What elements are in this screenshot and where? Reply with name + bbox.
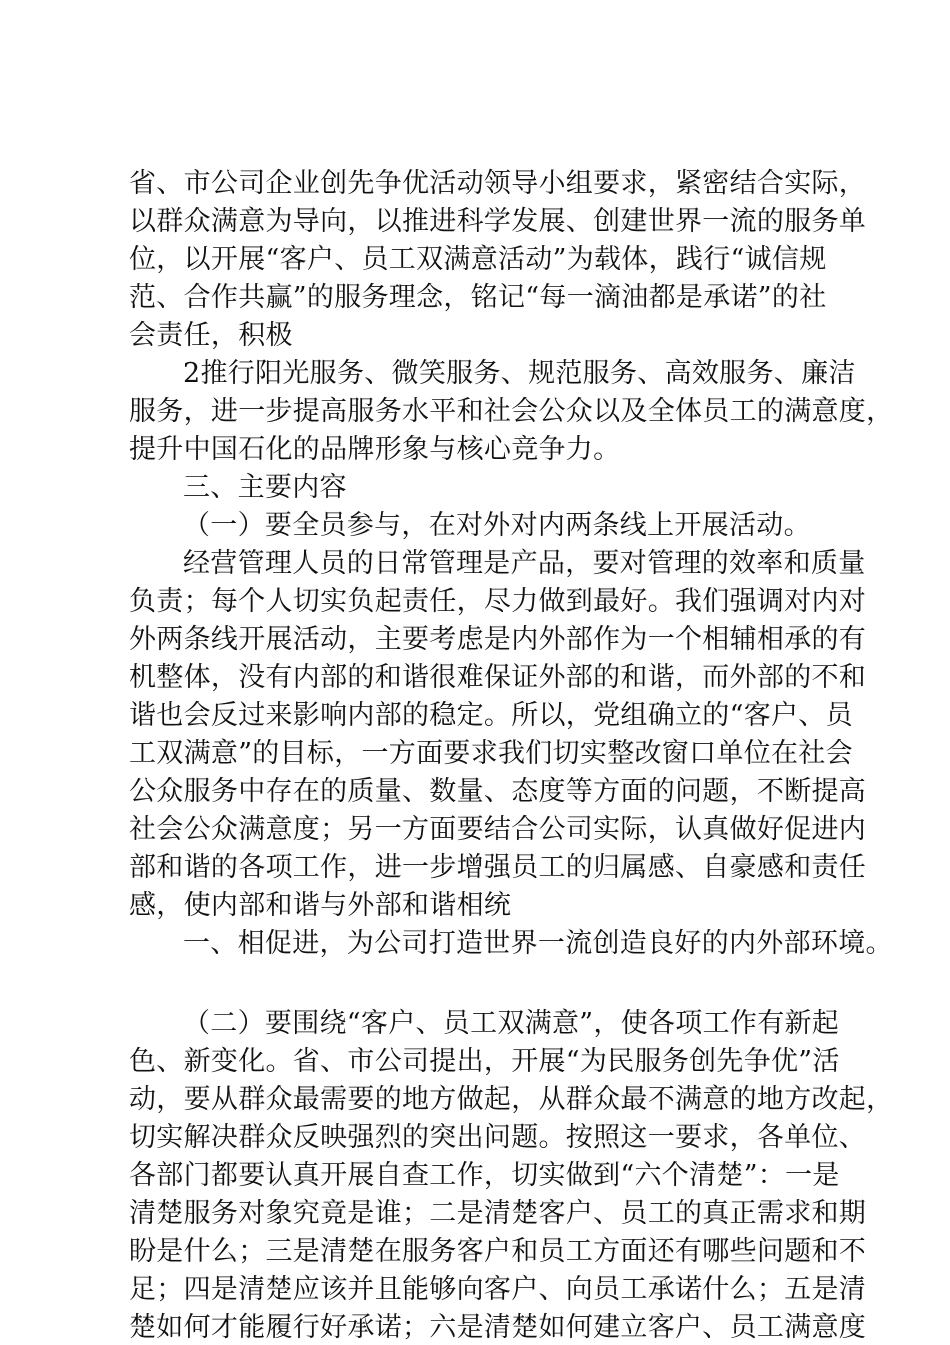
text-line-24: 动，要从群众最需要的地方做起，从群众最不满意的地方改起，: [129, 1084, 894, 1115]
text-line-29: 足；四是清楚应该并且能够向客户、向员工承诺什么；五是清: [129, 1274, 867, 1305]
subsection-heading-1: （一）要全员参与，在对外对内两条线上开展活动。: [183, 510, 811, 541]
text-line-8: 提升中国石化的品牌形象与核心竞争力。: [129, 434, 621, 465]
text-line-11: 经营管理人员的日常管理是产品，要对管理的效率和质量: [183, 548, 866, 579]
text-line-26: 各部门都要认真开展自查工作，切实做到“六个清楚”：一是: [129, 1160, 840, 1191]
subsection-heading-2: （二）要围绕“客户、员工双满意”，使各项工作有新起: [183, 1008, 840, 1039]
text-line-7: 服务，进一步提高服务水平和社会公众以及全体员工的满意度，: [129, 396, 894, 427]
text-line-3: 位，以开展“客户、员工双满意活动”为载体，践行“诚信规: [129, 244, 827, 275]
text-line-17: 公众服务中存在的质量、数量、态度等方面的问题，不断提高: [129, 776, 867, 807]
text-line-25: 切实解决群众反映强烈的突出问题。按照这一要求，各单位、: [129, 1122, 867, 1153]
text-line-14: 机整体，没有内部的和谐很难保证外部的和谐，而外部的不和: [129, 662, 867, 693]
text-line-20: 感，使内部和谐与外部和谐相统: [129, 890, 512, 921]
text-line-16: 工双满意”的目标，一方面要求我们切实整改窗口单位在社会: [129, 738, 853, 769]
text-line-13: 外两条线开展活动，主要考虑是内外部作为一个相辅相承的有: [129, 624, 867, 655]
text-line-27: 清楚服务对象究竟是谁；二是清楚客户、员工的真正需求和期: [129, 1198, 867, 1229]
text-line-6: 2推行阳光服务、微笑服务、规范服务、高效服务、廉洁: [183, 358, 856, 389]
text-line-19: 部和谐的各项工作，进一步增强员工的归属感、自豪感和责任: [129, 852, 867, 883]
text-line-12: 负责；每个人切实负起责任，尽力做到最好。我们强调对内对: [129, 586, 867, 617]
text-line-30: 楚如何才能履行好承诺；六是清楚如何建立客户、员工满意度: [129, 1312, 867, 1343]
text-line-23: 色、新变化。省、市公司提出，开展“为民服务创先争优”活: [129, 1046, 840, 1077]
text-line-18: 社会公众满意度；另一方面要结合公司实际，认真做好促进内: [129, 814, 867, 845]
text-line-5: 会责任，积极: [129, 320, 293, 351]
text-line-2: 以群众满意为导向，以推进科学发展、创建世界一流的服务单: [129, 206, 867, 237]
text-line-4: 范、合作共赢”的服务理念，铭记“每一滴油都是承诺”的社: [129, 282, 827, 313]
text-line-1: 省、市公司企业创先争优活动领导小组要求，紧密结合实际，: [129, 168, 867, 199]
text-line-21: 一、相促进，为公司打造世界一流创造良好的内外部环境。: [183, 928, 893, 959]
section-heading: 三、主要内容: [183, 472, 347, 503]
text-line-15: 谐也会反过来影响内部的稳定。所以，党组确立的“客户、员: [129, 700, 853, 731]
text-line-28: 盼是什么；三是清楚在服务客户和员工方面还有哪些问题和不: [129, 1236, 867, 1267]
